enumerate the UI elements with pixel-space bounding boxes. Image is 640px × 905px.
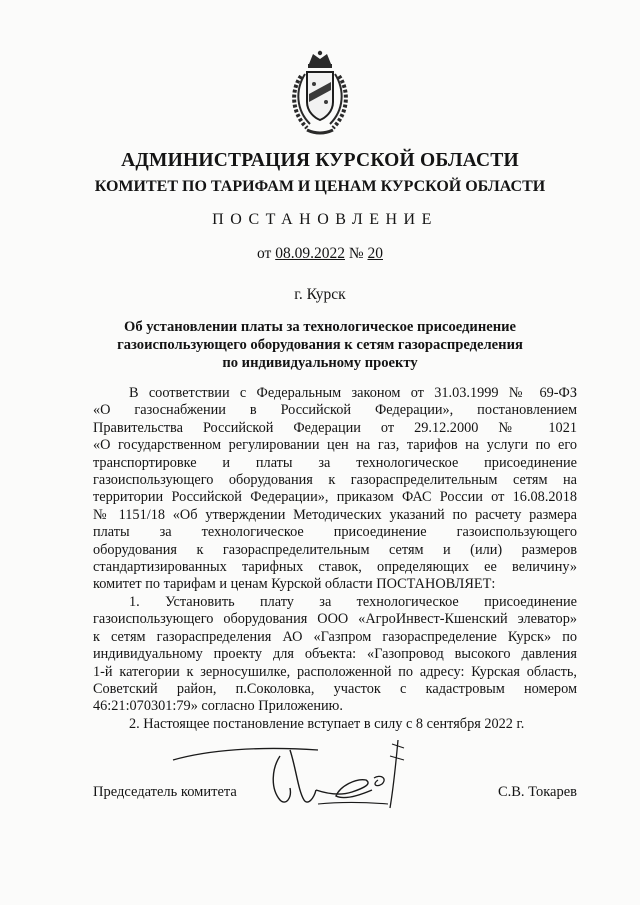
- text-line: Правительства Российской Федерации от 29.12.2000 № 1021: [93, 419, 577, 436]
- date-prefix: от: [257, 245, 276, 262]
- text-line: транспортировке и платы за технологическое присоединение: [93, 454, 577, 471]
- clause-1: [93, 594, 577, 716]
- document-date: 08.09.2022: [275, 245, 345, 262]
- preamble-paragraph: [93, 385, 577, 594]
- text-line: платы за технологическое присоединение газоиспользующего: [93, 524, 577, 541]
- text-line: 2. Настоящее постановление вступает в силу с 8 сентября 2022 г.: [129, 716, 525, 732]
- coat-of-arms-icon: [285, 50, 355, 138]
- document-type: ПОСТАНОВЛЕНИЕ: [212, 211, 438, 228]
- subject-heading: [0, 318, 640, 372]
- text-line: газоиспользующего оборудования ООО «АгроИнвест-Кшенский элеватор»: [93, 611, 577, 628]
- text-line: В соответствии с Федеральным законом от 31.03.1999 № 69-ФЗ: [129, 385, 577, 401]
- handwritten-signature: [168, 738, 408, 818]
- org-title: АДМИНИСТРАЦИЯ КУРСКОЙ ОБЛАСТИ: [121, 150, 519, 171]
- text-line: Советский район, п.Соколовка, участок с кадастровым номером: [93, 681, 577, 698]
- text-line: к сетям газораспределения АО «Газпром газораспределение Курск» по: [93, 628, 577, 645]
- signer-name: С.В. Токарев: [497, 784, 577, 800]
- text-line: комитет по тарифам и ценам Курской области ПОСТАНОВЛЯЕТ:: [93, 576, 496, 593]
- subject-line: по индивидуальному проекту: [222, 355, 418, 371]
- number-prefix: №: [344, 245, 368, 262]
- text-line: «О газоснабжении в Российской Федерации», постановлением: [93, 402, 577, 419]
- committee-title: КОМИТЕТ ПО ТАРИФАМ И ЦЕНАМ КУРСКОЙ ОБЛАСТИ: [94, 178, 546, 195]
- subject-line: газоиспользующего оборудования к сетям газораспределения: [117, 337, 523, 353]
- text-line: «О государственном регулировании цен на газ, тарифов на услуги по его: [93, 437, 577, 454]
- signer-position: Председатель комитета: [93, 784, 237, 800]
- text-line: 1. Установить плату за технологическое присоединение: [129, 594, 577, 610]
- text-line: оборудования к газораспределительным сетям и (или) размеров: [93, 541, 577, 558]
- city: г. Курск: [294, 286, 346, 303]
- text-line: 1-й категории к зерносушилке, расположенной по адресу: Курская область,: [93, 663, 577, 680]
- text-line: стандартизированных тарифных ставок, определяющих ее величину»: [93, 559, 577, 576]
- text-line: газоиспользующего оборудования к газораспределительным сетям на: [93, 472, 577, 489]
- document-number: 20: [367, 245, 383, 262]
- clause-2: [93, 716, 577, 733]
- text-line: № 1151/18 «Об утверждении Методических указаний по расчету размера: [93, 506, 577, 523]
- text-line: 46:21:070301:79» согласно Приложению.: [93, 698, 343, 715]
- subject-line: Об установлении платы за технологическое присоединение: [123, 319, 517, 335]
- date-line: [0, 245, 640, 263]
- text-line: территории Российской Федерации», приказом ФАС России от 16.08.2018: [93, 489, 577, 506]
- text-line: индивидуальному проекту для объекта: «Газопровод высокого давления: [93, 646, 577, 663]
